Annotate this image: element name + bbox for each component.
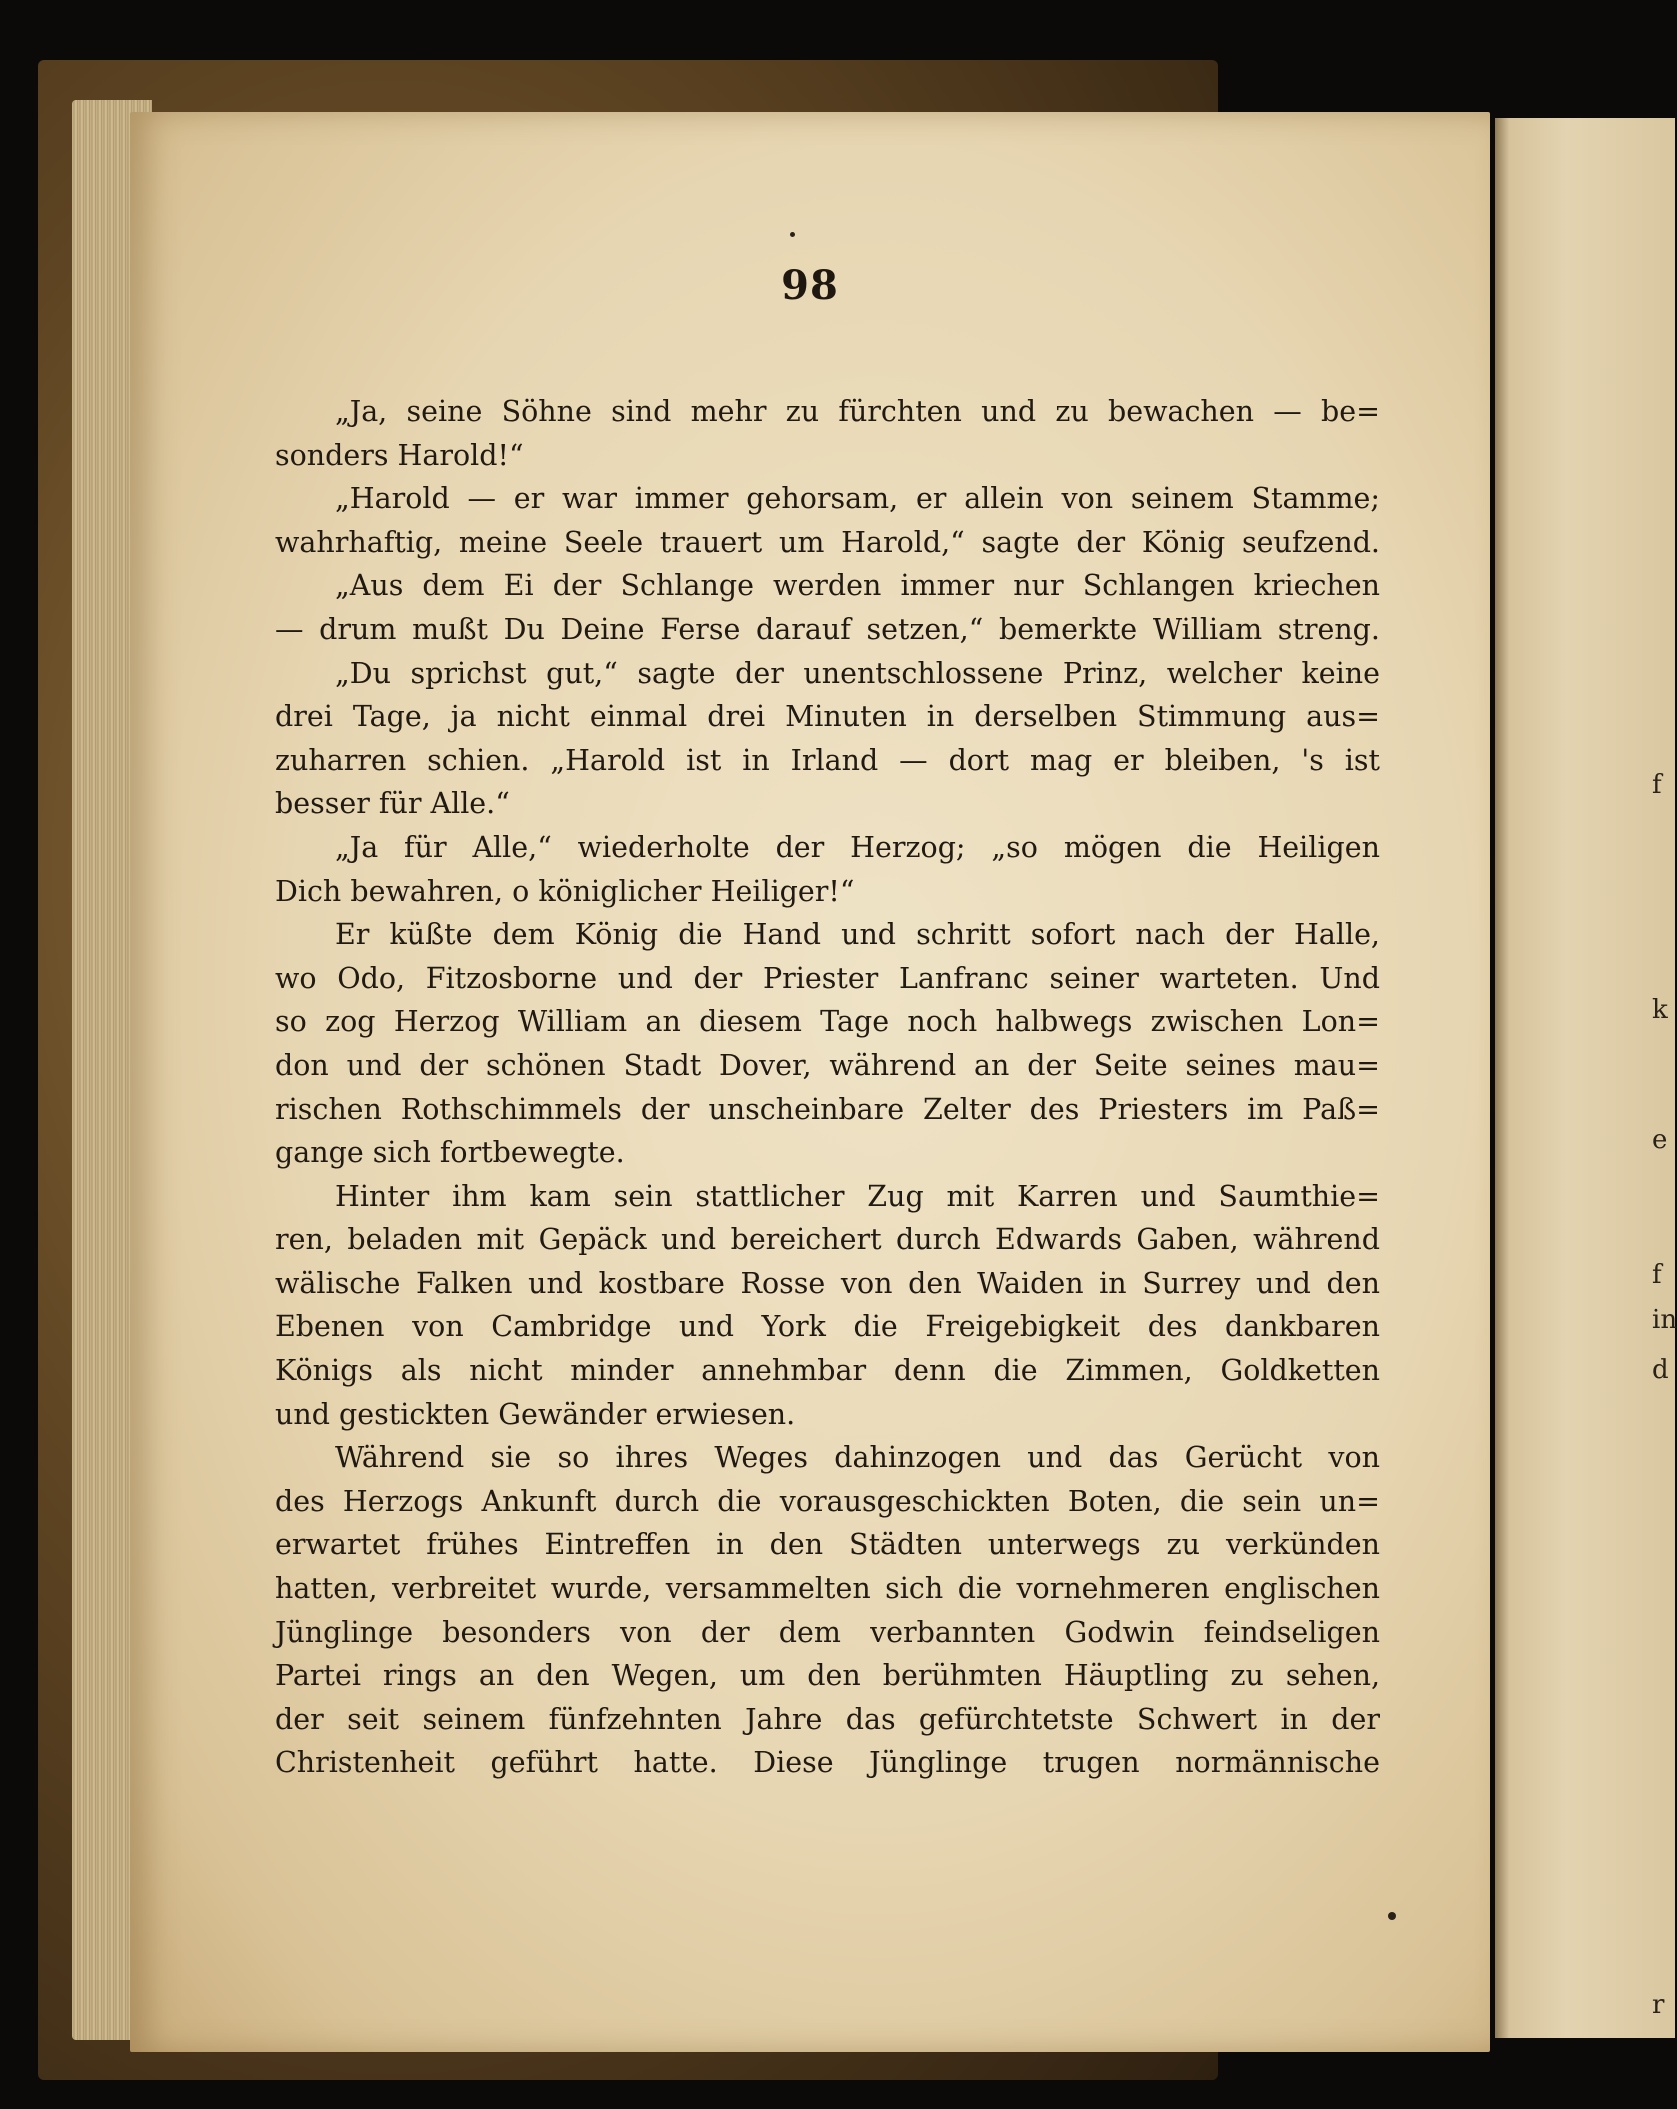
text-line: wahrhaftig, meine Seele trauert um Harold,“ sagte der König seufzend.	[275, 525, 1380, 559]
facing-page-fragment: k	[1652, 995, 1668, 1025]
text-line: Während sie so ihres Weges dahinzogen und das Gerücht von	[335, 1441, 1380, 1475]
text-line: „Aus dem Ei der Schlange werden immer nur Schlangen kriechen	[335, 569, 1380, 603]
facing-page-fragment: f	[1652, 1260, 1662, 1290]
ink-speck	[1388, 1912, 1396, 1920]
text-line: Er küßte dem König die Hand und schritt sofort nach der Halle,	[335, 918, 1380, 952]
facing-page-fragment: r	[1652, 1990, 1665, 2020]
text-line: — drum mußt Du Deine Ferse darauf setzen,“ bemerkte William streng.	[275, 612, 1380, 646]
facing-page-fragment: in	[1652, 1305, 1677, 1335]
facing-page-fragment: d	[1652, 1355, 1669, 1385]
text-line: „Harold — er war immer gehorsam, er allein von seinem Stamme;	[335, 482, 1380, 516]
text-line: Königs als nicht minder annehmbar denn die Zimmen, Goldketten	[275, 1354, 1380, 1388]
text-line: der seit seinem fünfzehnten Jahre das gefürchtetste Schwert in der	[275, 1702, 1380, 1736]
text-line: drei Tage, ja nicht einmal drei Minuten in derselben Stimmung aus=	[275, 700, 1380, 734]
ink-speck	[790, 232, 795, 237]
text-line: so zog Herzog William an diesem Tage noch halbwegs zwischen Lon=	[275, 1005, 1380, 1039]
text-line: erwartet frühes Eintreffen in den Städten unterwegs zu verkünden	[275, 1528, 1380, 1562]
text-line: Jünglinge besonders von der dem verbannten Godwin feindseligen	[275, 1615, 1380, 1649]
text-line: wo Odo, Fitzosborne und der Priester Lanfranc seiner warteten. Und	[275, 961, 1380, 995]
facing-page	[1495, 118, 1675, 2038]
facing-page-fragment: f	[1652, 770, 1662, 800]
text-line: wälische Falken und kostbare Rosse von den Waiden in Surrey und den	[275, 1266, 1380, 1300]
text-line: gange sich fortbewegte.	[275, 1136, 625, 1170]
text-line: besser für Alle.“	[275, 787, 510, 821]
facing-page-fragment: e	[1652, 1125, 1668, 1155]
text-line: Partei rings an den Wegen, um den berühmten Häuptling zu sehen,	[275, 1659, 1380, 1693]
text-line: Dich bewahren, o königlicher Heiliger!“	[275, 874, 855, 908]
text-line: rischen Rothschimmels der unscheinbare Zelter des Priesters im Paß=	[275, 1092, 1380, 1126]
text-line: des Herzogs Ankunft durch die vorausgeschickten Boten, die sein un=	[275, 1484, 1380, 1518]
text-line: zuharren schien. „Harold ist in Irland — dort mag er bleiben, 's ist	[275, 743, 1380, 777]
text-line: „Ja, seine Söhne sind mehr zu fürchten und zu bewachen — be=	[335, 395, 1380, 428]
text-line: Ebenen von Cambridge und York die Freigebigkeit des dankbaren	[275, 1310, 1380, 1344]
text-line: sonders Harold!“	[275, 438, 524, 472]
text-line: „Du sprichst gut,“ sagte der unentschlossene Prinz, welcher keine	[335, 656, 1380, 690]
text-line: Christenheit geführt hatte. Diese Jünglinge trugen normännische	[275, 1746, 1380, 1780]
text-line: „Ja für Alle,“ wiederholte der Herzog; „so mögen die Heiligen	[335, 830, 1380, 864]
page-number: 98	[781, 262, 839, 309]
text-line: und gestickten Gewänder erwiesen.	[275, 1397, 796, 1431]
text-line: ren, beladen mit Gepäck und bereichert durch Edwards Gaben, während	[275, 1223, 1380, 1257]
text-line: don und der schönen Stadt Dover, während an der Seite seines mau=	[275, 1048, 1380, 1082]
text-line: Hinter ihm kam sein stattlicher Zug mit Karren und Saumthie=	[335, 1179, 1380, 1213]
body-text	[275, 390, 1380, 1785]
text-line: hatten, verbreitet wurde, versammelten sich die vornehmeren englischen	[275, 1572, 1380, 1606]
